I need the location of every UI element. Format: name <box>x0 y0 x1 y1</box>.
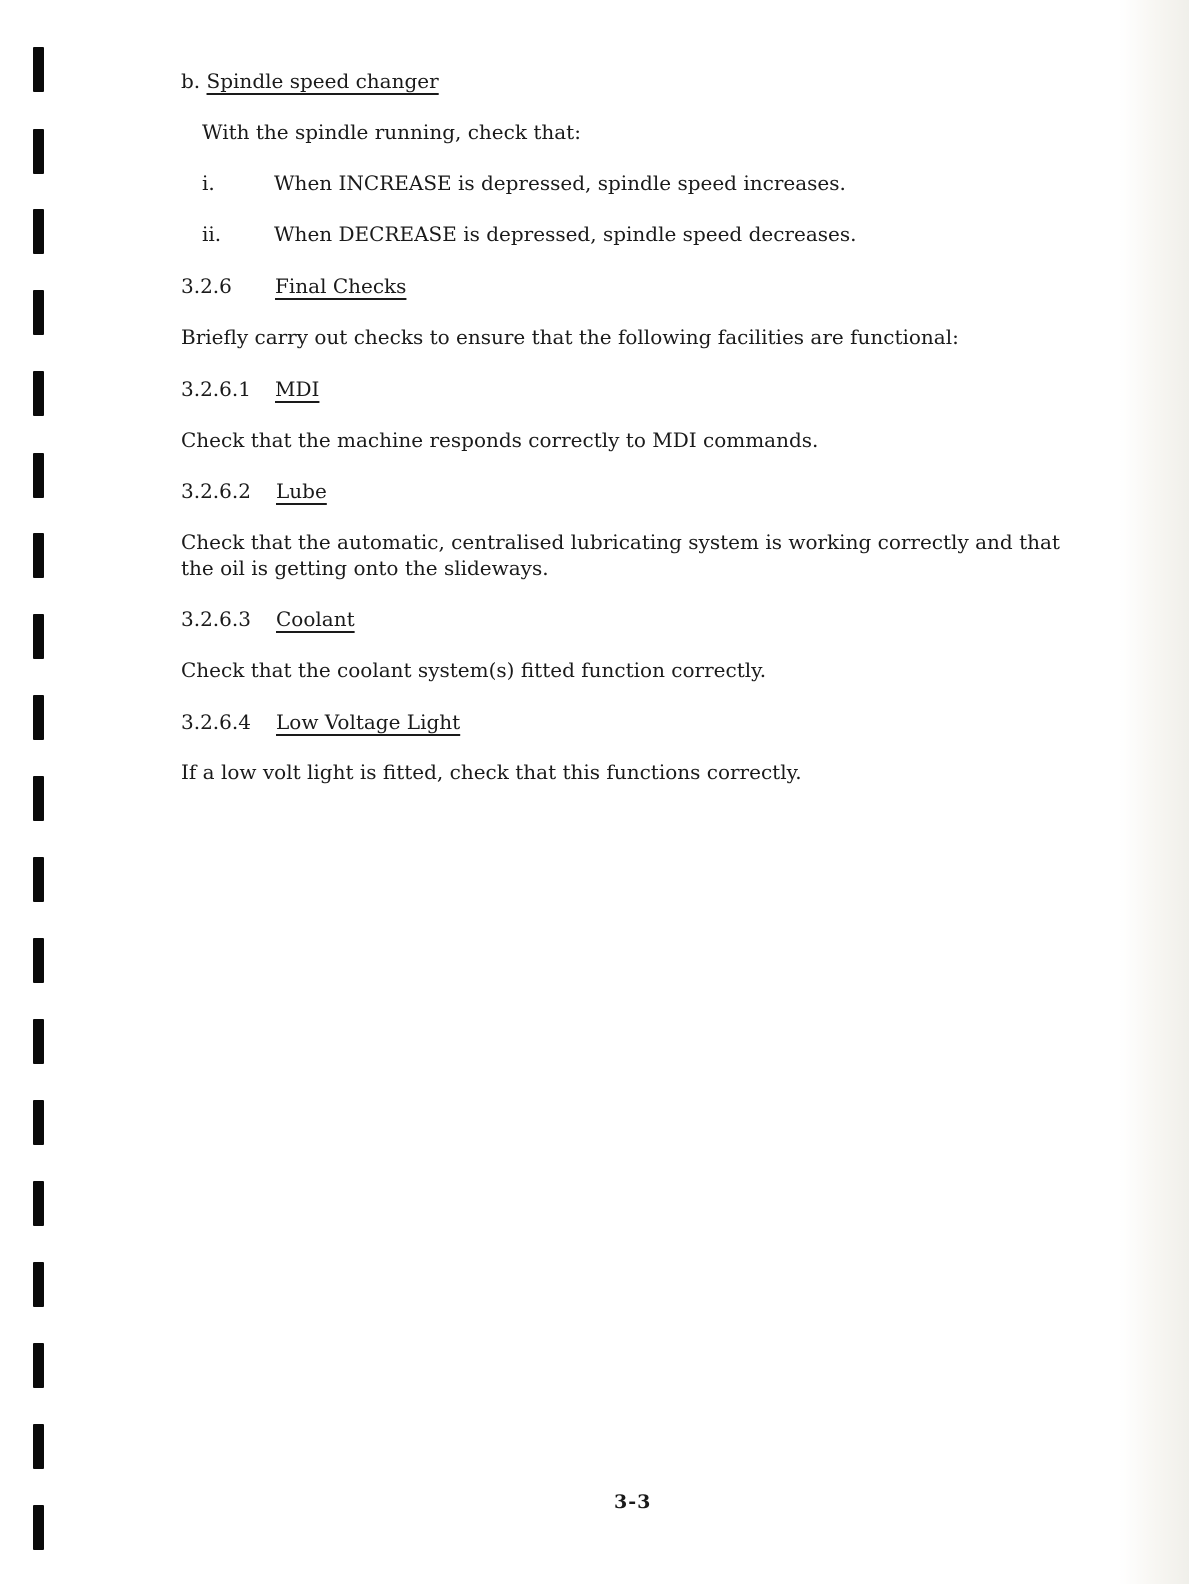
subsection-body: Check that the machine responds correctly to MDI commands. <box>181 428 819 452</box>
section-b-heading <box>181 68 439 94</box>
binder-punch-mark <box>33 857 44 902</box>
section-b-prefix: b. <box>181 69 201 93</box>
binder-punch-mark <box>33 533 44 578</box>
binder-punch-mark <box>33 371 44 416</box>
binder-punch-mark <box>33 290 44 335</box>
binder-punch-mark <box>33 453 44 498</box>
section-number: 3.2.6 <box>181 274 232 298</box>
subsection-number: 3.2.6.3 <box>181 607 251 631</box>
binder-punch-mark <box>33 47 44 92</box>
subsection-title: Low Voltage Light <box>276 710 461 734</box>
list-item-marker: i. <box>202 171 215 195</box>
section-intro: Briefly carry out checks to ensure that the following facilities are functional: <box>181 325 959 349</box>
subsection-title: Lube <box>276 479 327 503</box>
binder-punch-mark <box>33 1505 44 1550</box>
list-item-text: When INCREASE is depressed, spindle speed increases. <box>274 171 846 195</box>
binder-punch-mark <box>33 1100 44 1145</box>
binder-punch-mark <box>33 614 44 659</box>
subsection-body: Check that the automatic, centralised lubricating system is working correctly and that the oil is getting onto the slideways. <box>181 530 1060 580</box>
list-item-text: When DECREASE is depressed, spindle speed decreases. <box>274 222 857 246</box>
subsection-number: 3.2.6.2 <box>181 479 251 503</box>
subsection-title: Coolant <box>276 607 355 631</box>
binder-punch-mark <box>33 938 44 983</box>
binder-punch-mark <box>33 695 44 740</box>
binder-punch-mark <box>33 1019 44 1064</box>
subsection-title: MDI <box>275 377 320 401</box>
binder-punch-mark <box>33 209 44 254</box>
subsection-body: Check that the coolant system(s) fitted function correctly. <box>181 658 767 682</box>
section-title: Final Checks <box>275 274 407 298</box>
binder-punch-mark <box>33 1424 44 1469</box>
page-number: 3-3 <box>614 1491 652 1513</box>
binder-punch-mark <box>33 129 44 174</box>
binder-punch-mark <box>33 1343 44 1388</box>
section-b-title: Spindle speed changer <box>206 69 439 93</box>
subsection-number: 3.2.6.4 <box>181 710 251 734</box>
subsection-body: If a low volt light is fitted, check that this functions correctly. <box>181 760 802 784</box>
binder-punch-mark <box>33 776 44 821</box>
subsection-number: 3.2.6.1 <box>181 377 251 401</box>
list-item-marker: ii. <box>202 222 222 246</box>
page-edge-shadow <box>1119 0 1189 1584</box>
binder-punch-mark <box>33 1262 44 1307</box>
section-b-intro: With the spindle running, check that: <box>202 120 581 144</box>
binder-punch-mark <box>33 1181 44 1226</box>
